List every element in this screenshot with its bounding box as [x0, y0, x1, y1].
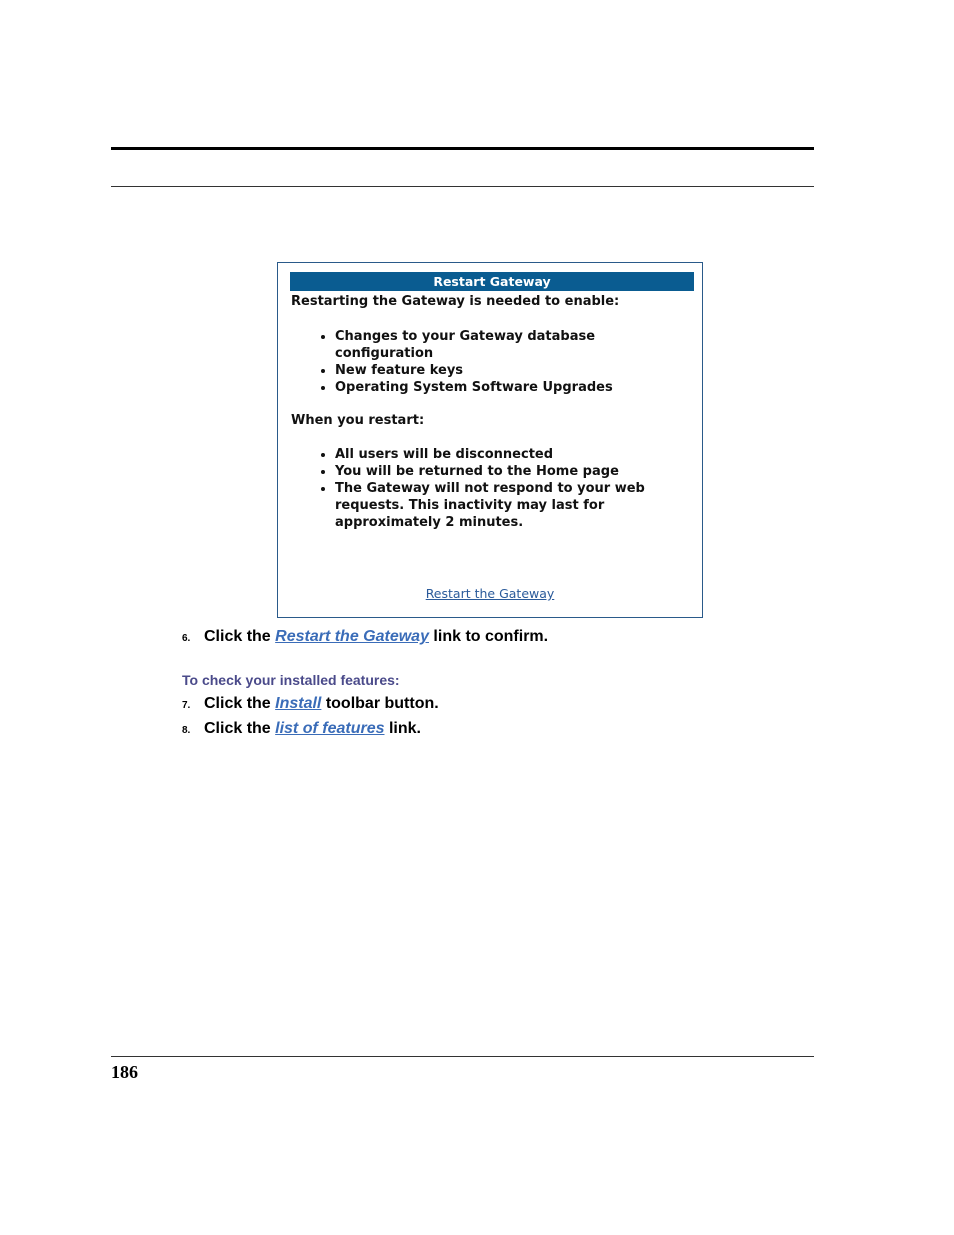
footer-rule [111, 1056, 814, 1057]
header-rule-thick [111, 147, 814, 150]
step-text-post: link. [384, 720, 421, 737]
step-text-pre: Click the [204, 628, 276, 645]
list-item: • Changes to your Gateway database configuration [335, 328, 655, 362]
list-item: • Operating System Software Upgrades [335, 379, 655, 396]
step-number: 6. [182, 633, 191, 644]
step-number: 8. [182, 725, 191, 736]
enable-list [314, 328, 655, 396]
step-8 [182, 720, 421, 738]
restart-gateway-step-link[interactable]: Restart the Gateway [275, 628, 429, 645]
restart-gateway-link[interactable]: Restart the Gateway [425, 586, 555, 601]
list-of-features-link[interactable]: list of features [275, 720, 385, 737]
step-text-pre: Click the [204, 720, 276, 737]
step-7 [182, 695, 439, 713]
list-item: • All users will be disconnected [335, 446, 655, 463]
restart-effects-list [314, 446, 655, 531]
step-text-post: toolbar button. [321, 695, 439, 712]
dialog-title: Restart Gateway [290, 272, 694, 291]
restart-gateway-dialog [277, 262, 703, 618]
page-number: 186 [111, 1062, 138, 1082]
list-item: • You will be returned to the Home page [335, 463, 655, 480]
procedure-subheading: To check your installed features: [182, 672, 400, 688]
step-text-post: link to confirm. [428, 628, 549, 645]
list-item: • The Gateway will not respond to your web requests. This inactivity may last for approximately 2 minutes. [335, 480, 655, 531]
list-item: • New feature keys [335, 362, 655, 379]
header-rule-thin [111, 186, 814, 187]
dialog-intro: Restarting the Gateway is needed to enable: [291, 294, 620, 309]
install-link[interactable]: Install [275, 695, 322, 712]
step-number: 7. [182, 700, 191, 711]
step-text-pre: Click the [204, 695, 276, 712]
step-6 [182, 628, 548, 646]
when-restart-heading: When you restart: [291, 413, 425, 428]
